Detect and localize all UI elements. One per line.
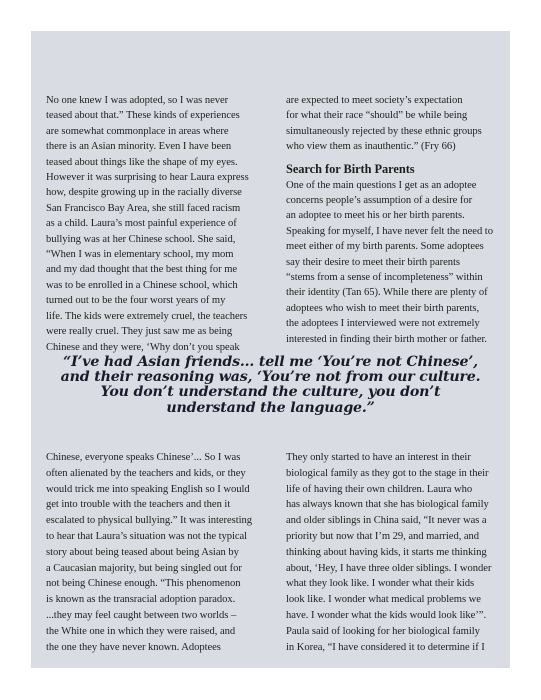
top-right-paragraph-b (286, 178, 493, 347)
text-line: the one they have never known. Adoptees (46, 641, 221, 653)
text-line: One of the main questions I get as an adoptee (286, 179, 477, 191)
text-line: meet either of my birth parents. Some adoptees (286, 241, 484, 253)
text-line: concerns people’s assumption of a desire for (286, 195, 473, 207)
text-line: an adoptee to meet his or her birth parents. (286, 210, 465, 222)
text-line: They only started to have an interest in their (286, 452, 471, 463)
text-line: No one knew I was adopted, so I was never (46, 95, 229, 106)
bottom-right-column (286, 450, 490, 655)
text-line: and older siblings in China said, “It never was a (286, 515, 487, 527)
text-line: teased about that.” These kinds of experiences (46, 110, 240, 122)
text-line: simultaneously rejected by these ethnic groups (286, 125, 482, 137)
pull-quote (31, 355, 510, 416)
text-line: are expected to meet society’s expectation (286, 95, 463, 106)
text-line: to hear that Laura’s situation was not the typical (46, 530, 248, 542)
text-line: about, ‘Hey, I have three older siblings. I wonder (286, 562, 492, 574)
text-line: escalated to physical bullying.” It was interesting (46, 515, 253, 527)
text-line: thinking about having kids, it starts me thinking (286, 546, 487, 558)
text-line: biological family as they got to the stage in their (286, 467, 489, 479)
text-line: Chinese, everyone speaks Chinese’... So I was (46, 452, 241, 463)
text-line: the adoptees I interviewed were not extremely (286, 318, 480, 330)
text-line: look like. I wonder what medical problems we (286, 594, 481, 606)
text-line: interested in finding their birth mother or father. (286, 333, 488, 345)
text-line: has always known that she has biological family (286, 499, 489, 511)
text-line: priority but now that I’m 29, and married, and (286, 530, 480, 542)
page-panel (31, 31, 510, 668)
top-right-paragraph-a (286, 93, 490, 155)
text-line: life. The kids were extremely cruel, the teachers (46, 310, 248, 322)
text-line: were really cruel. They just saw me as being (46, 326, 233, 338)
text-line: life of having their own children. Laura who (286, 483, 473, 495)
text-line: However it was surprising to hear Laura express (46, 172, 249, 184)
text-line: not being Chinese enough. “This phenomenon (46, 578, 241, 590)
bottom-left-column (46, 450, 253, 655)
text-line: “When I was in elementary school, my mom (46, 249, 234, 261)
text-line: would trick me into speaking English so I would (46, 483, 250, 495)
text-line: often alienated by the teachers and kids, or they (46, 467, 246, 479)
text-line: and my dad thought that the best thing for me (46, 264, 238, 276)
text-line: how, despite growing up in the racially diverse (46, 187, 242, 199)
text-line: what they look like. I wonder what their kids (286, 578, 475, 590)
text-line: story about being teased about being Asian by (46, 546, 239, 558)
text-line: get into trouble with the teachers and then it (46, 499, 231, 511)
pull-quote-line: You don’t understand the culture, you don’t (100, 384, 441, 401)
text-line: adoptees who wish to meet their birth parents, (286, 302, 480, 314)
text-line: was to be enrolled in a Chinese school, which (46, 279, 238, 291)
text-line: are somewhat commonplace in areas where (46, 125, 229, 137)
text-line: ...they may feel caught between two worlds – (46, 609, 237, 621)
text-line: their identity (Tan 65). While there are plenty of (286, 287, 488, 299)
top-left-column (46, 93, 250, 355)
pull-quote-line: understand the language.” (166, 399, 375, 416)
text-line: the White one in which they were raised, and (46, 625, 236, 637)
text-line: Chinese and they were, ‘Why don’t you speak (46, 341, 240, 353)
text-line: a Caucasian majority, but being singled out for (46, 562, 242, 574)
text-line: teased about things like the shape of my eyes. (46, 156, 238, 168)
pull-quote-line: “I’ve had Asian friends... tell me ‘You’re not Chinese’, (63, 354, 478, 370)
text-line: who view them as inauthentic.” (Fry 66) (286, 141, 456, 153)
text-line: Paula said of looking for her biological family (286, 625, 480, 637)
text-line: “stems from a sense of incompleteness” within (286, 272, 483, 284)
text-line: in Korea, “I have considered it to determine if I (286, 641, 485, 653)
text-line: is known as the transracial adoption paradox. (46, 594, 236, 606)
text-line: bullying was at her Chinese school. She said, (46, 233, 236, 245)
text-line: Speaking for myself, I have never felt the need to (286, 225, 493, 237)
section-heading: Search for Birth Parents (286, 161, 415, 176)
pull-quote-line: and their reasoning was, ‘You’re not from our culture. (60, 369, 481, 386)
text-line: have. I wonder what the kids would look like’”. (286, 609, 487, 621)
text-line: turned out to be the four worst years of my (46, 295, 226, 307)
text-line: as a child. Laura’s most painful experience of (46, 218, 237, 230)
text-line: say their desire to meet their birth parents (286, 256, 461, 268)
text-line: for what their race “should” be while being (286, 110, 468, 122)
top-right-column (286, 93, 493, 347)
text-line: there is an Asian minority. Even I have been (46, 141, 232, 153)
text-line: San Francisco Bay Area, she still faced racism (46, 202, 241, 214)
